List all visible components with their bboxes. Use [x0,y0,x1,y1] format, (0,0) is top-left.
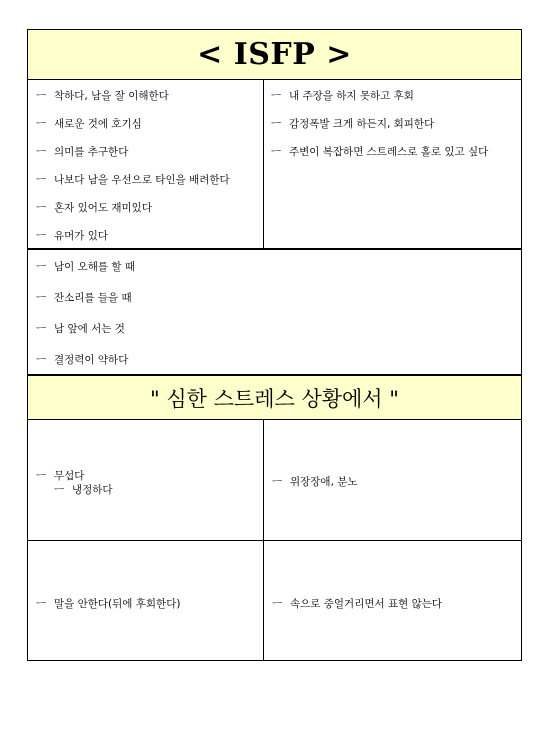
bottom-right-list [272,596,442,611]
list-item: ㅡ 말을 안한다(뒤에 후회한다) [36,598,181,610]
list-item: ㅡ 유머가 있다 [36,230,109,242]
list-item: ㅡ 착하다, 남을 잘 이해한다 [36,90,169,102]
list-item: ㅡ 새로운 것에 호기심 [36,118,142,130]
list-item: ㅡ 결정력이 약하다 [36,354,129,366]
list-item: ㅡ 나보다 남을 우선으로 타인을 배려한다 [36,174,230,186]
list-item: ㅡ 의미를 추구한다 [36,146,129,158]
traits-left-panel [36,88,261,256]
grid-cell-top-right [264,420,522,540]
stressors-list [36,259,516,383]
bottom-left-list [36,596,180,611]
page-title: < ISFP > [28,30,521,80]
traits-right-list [271,88,519,172]
list-item: ㅡ 혼자 있어도 재미있다 [36,202,152,214]
list-item: ㅡ 감정폭발 크게 하든지, 회피한다 [271,118,435,130]
grid-cell-bottom-left [28,541,263,661]
list-item: ㅡ 남이 오해를 할 때 [36,261,136,273]
list-item: ㅡ 주변이 복잡하면 스트레스로 홀로 있고 싶다 [271,146,489,158]
stress-section-title: " 심한 스트레스 상황에서 " [28,374,521,420]
traits-right-panel [271,88,519,172]
grid-cell-bottom-right [264,541,522,661]
traits-left-list [36,88,261,256]
section-divider [28,248,521,250]
top-right-list [272,474,358,489]
stressors-panel [36,259,516,383]
list-item: ㅡ 잔소리를 들을 때 [36,292,132,304]
list-item: ㅡ 위장장애, 분노 [272,476,358,488]
list-item: ㅡ 무섭다 [36,470,85,482]
top-left-list [36,468,113,496]
grid-cell-top-left [28,420,263,540]
list-item: ㅡ 속으로 중얼거리면서 표현 않는다 [272,598,443,610]
column-divider [263,80,264,248]
list-item: ㅡ 남 앞에 서는 것 [36,323,125,335]
list-item: ㅡ 냉정하다 [54,484,113,496]
isfp-sheet [27,29,522,661]
list-item: ㅡ 내 주장을 하지 못하고 후회 [271,90,414,102]
